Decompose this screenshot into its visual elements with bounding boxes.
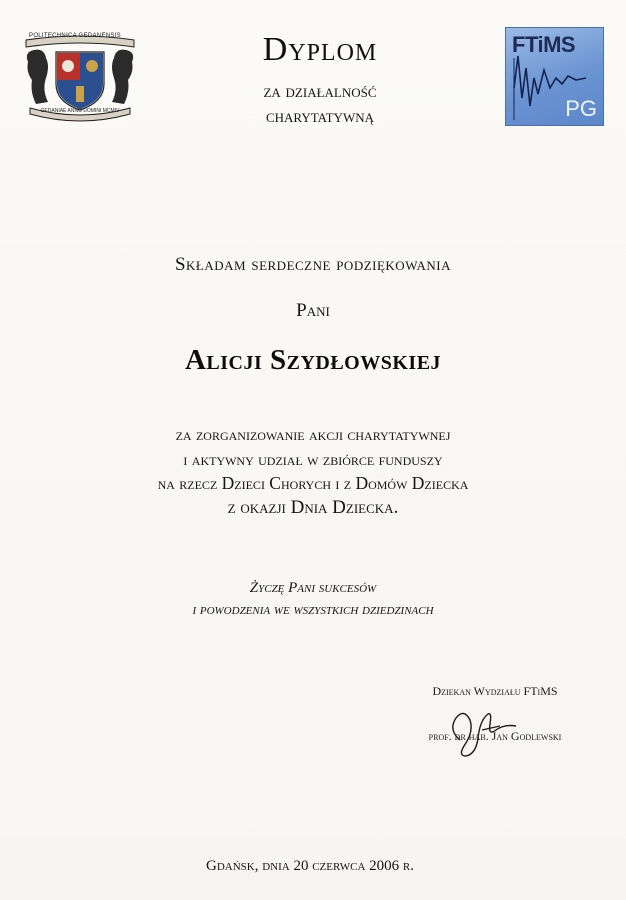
signatory-name: prof. dr hab. Jan Godlewski bbox=[428, 729, 562, 743]
reason-line-4: z okazji Dnia Dziecka. bbox=[227, 497, 399, 518]
reason-line-2: i aktywny udział w zbiórce funduszy bbox=[183, 449, 443, 469]
crest-bottom-text: GEDANIAE ANNO DOMINI MCMIV bbox=[40, 108, 120, 114]
thanks-line: Składam serdeczne podziękowania bbox=[174, 254, 452, 275]
wish-line-2: i powodzenia we wszystkich dziedzinach bbox=[192, 602, 434, 618]
recipient-name: Alicji Szydłowskiej bbox=[184, 344, 442, 376]
addressee-label: Pani bbox=[296, 300, 330, 321]
signatory-title: Dziekan Wydziału FTiMS bbox=[432, 684, 558, 698]
faculty-logo-name: FTiMS bbox=[512, 32, 576, 57]
place-and-date: Gdańsk, dnia 20 czerwca 2006 r. bbox=[206, 858, 414, 874]
subtitle-line-2: charytatywną bbox=[265, 106, 374, 127]
reason-line-1: za zorganizowanie akcji charytatywnej bbox=[175, 424, 451, 444]
page-title: Dyplom bbox=[262, 31, 378, 68]
faculty-logo bbox=[505, 27, 604, 126]
crest-top-text: POLITECHNICA GEDANENSIS bbox=[29, 33, 121, 39]
subtitle-line-1: za działalność bbox=[263, 81, 377, 102]
page-subtitle bbox=[180, 79, 460, 129]
wish-line-1: Życzę Pani sukcesów bbox=[249, 580, 377, 596]
faculty-logo-badge: PG bbox=[565, 96, 597, 121]
reason-line-3: na rzecz Dzieci Chorych i z Domów Dziecka bbox=[157, 473, 469, 493]
